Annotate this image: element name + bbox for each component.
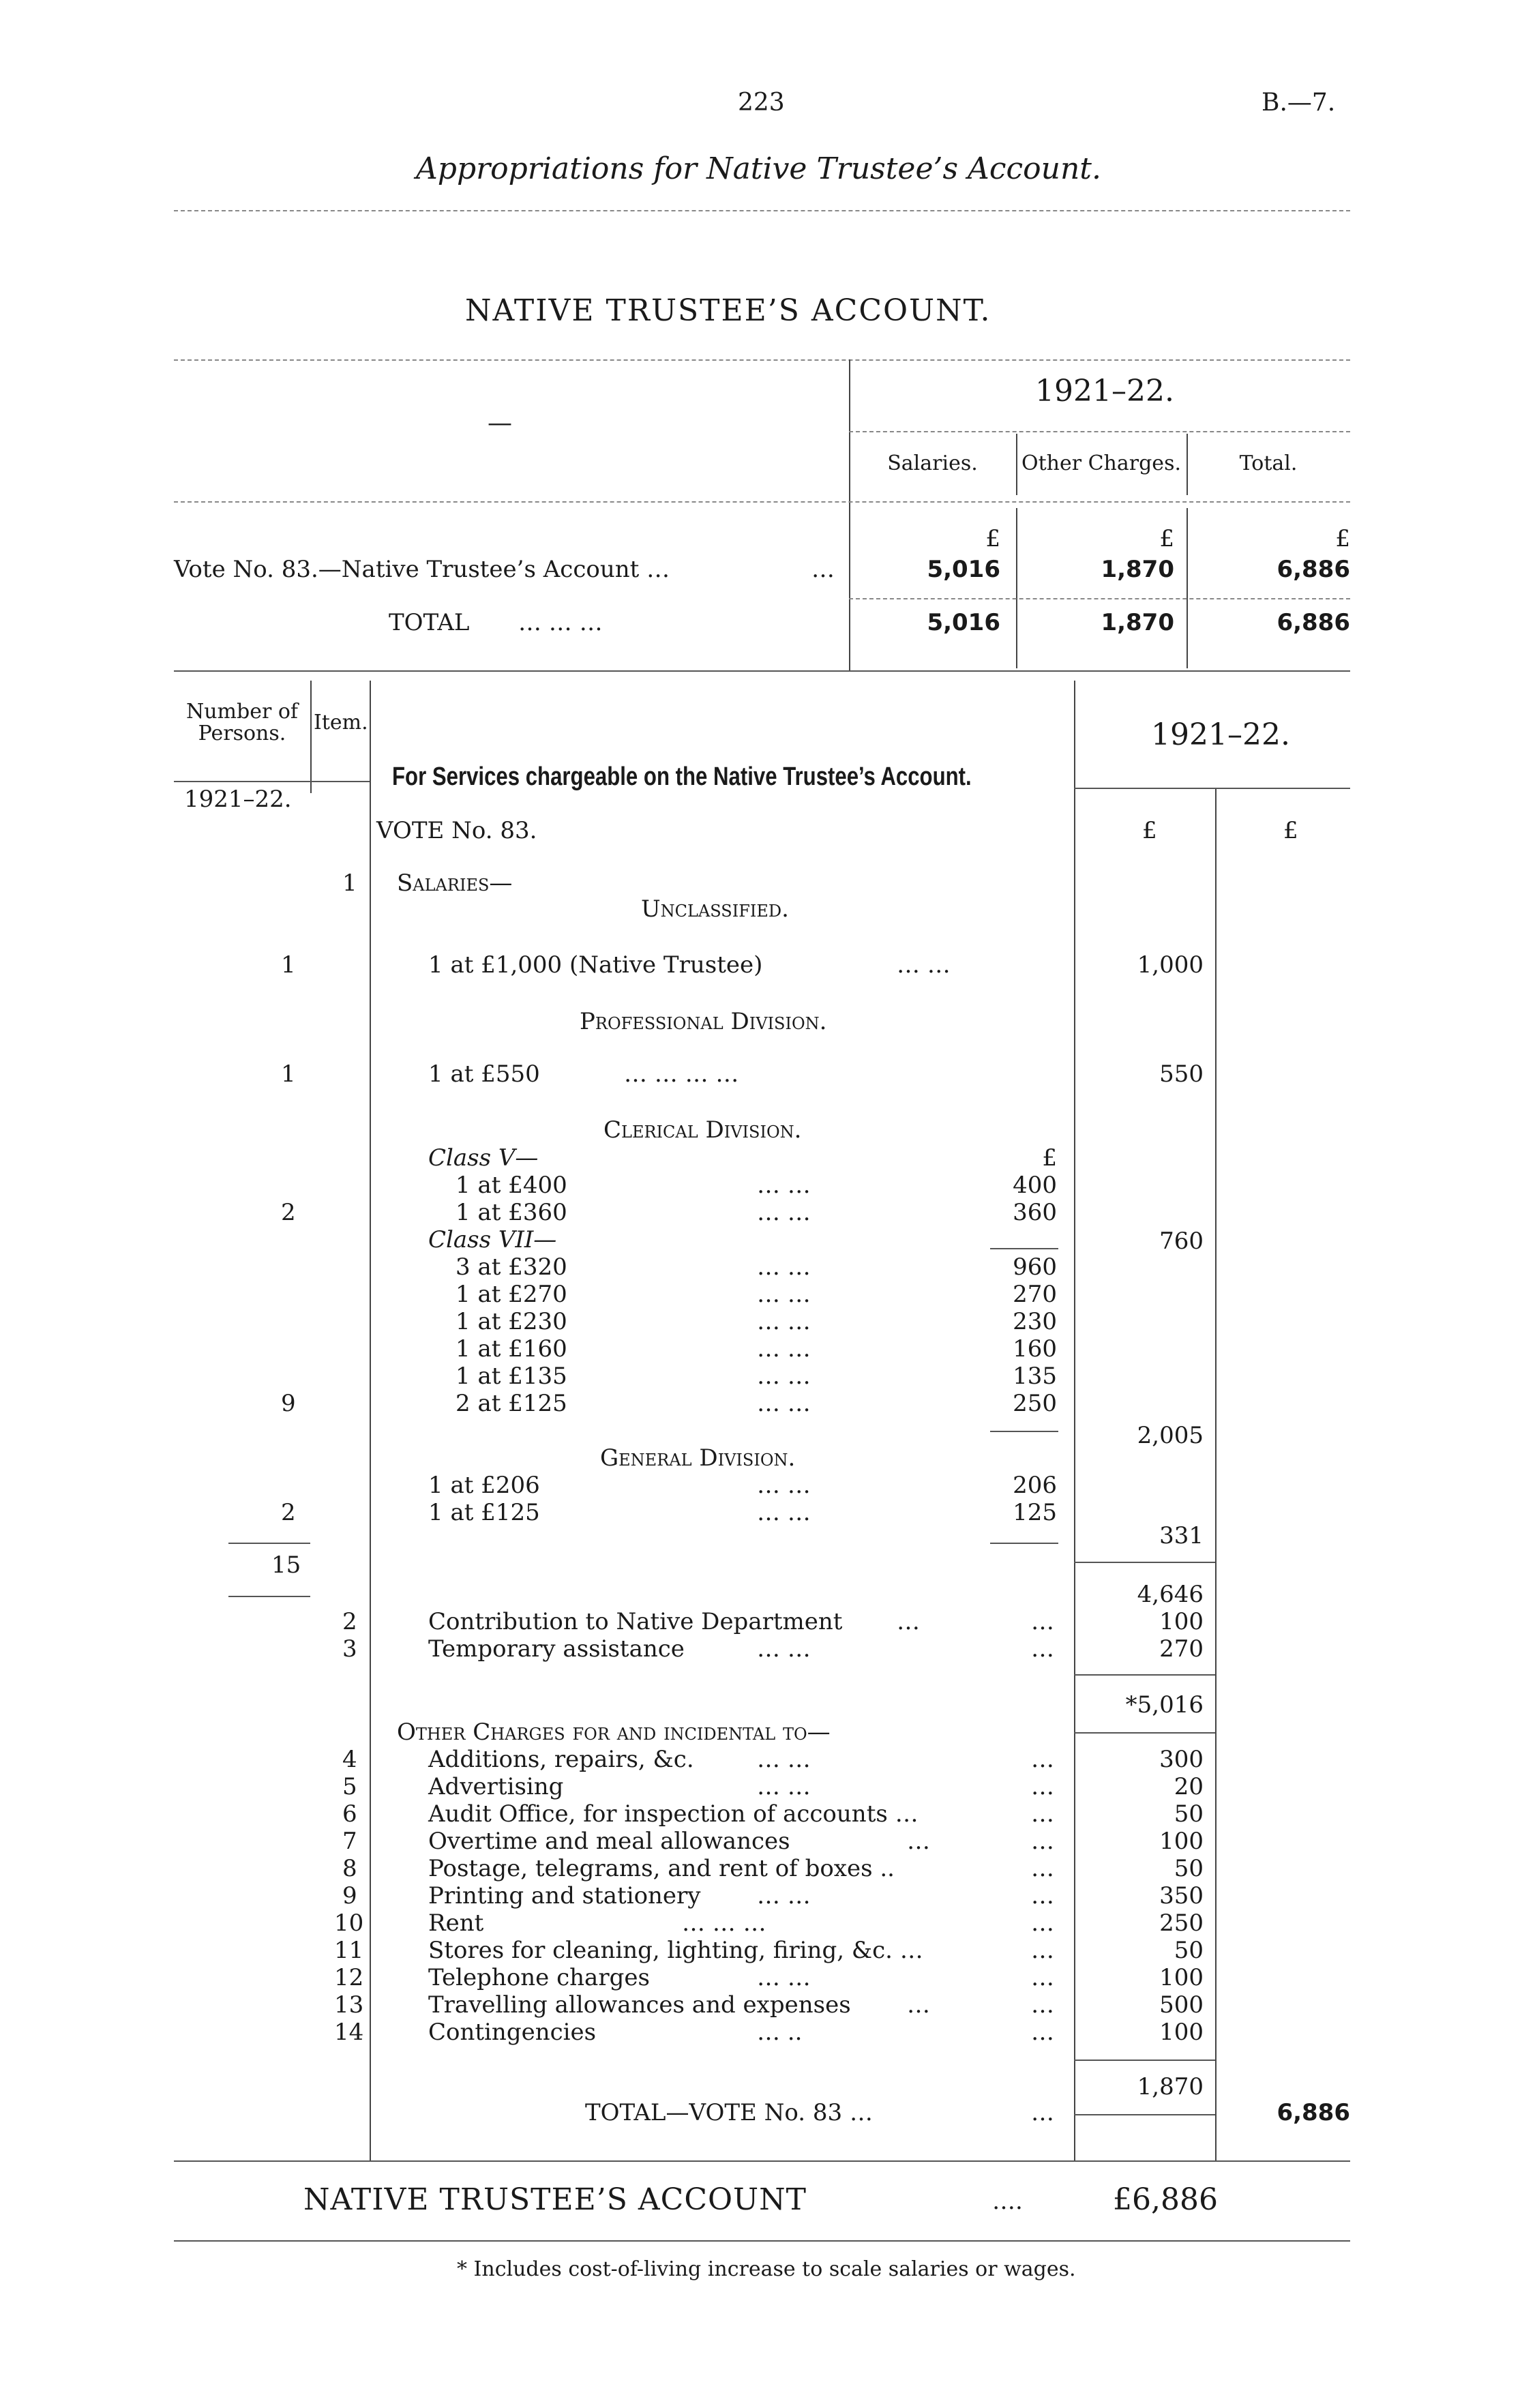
class-vii-label: Class VII— xyxy=(428,1226,557,1253)
summary-top-rule xyxy=(174,359,1350,361)
summary-row-salaries: 5,016 xyxy=(927,556,1000,583)
summary-total-salaries: 5,016 xyxy=(927,609,1000,636)
document-reference: B.—7. xyxy=(1262,89,1336,117)
vote-total-leader: … xyxy=(1031,2099,1054,2126)
item-leader: … xyxy=(1031,1800,1054,1828)
item-leader: … xyxy=(1031,1964,1054,1991)
item-number: 7 xyxy=(342,1828,357,1855)
item-label: Stores for cleaning, lighting, firing, &c. … xyxy=(428,1937,923,1964)
summary-dash: — xyxy=(488,409,512,437)
pound-sign: £ xyxy=(1142,817,1157,844)
clerical-line-label: 2 at £125 xyxy=(456,1390,567,1417)
clerical-line-label: 1 at £400 xyxy=(456,1172,567,1199)
vote-total-rule xyxy=(1074,2114,1215,2115)
summary-row-total: 6,886 xyxy=(1277,556,1350,583)
pound-sign: £ xyxy=(1335,525,1350,552)
item-number: 10 xyxy=(334,1909,364,1937)
vote-total-label: TOTAL—VOTE No. 83 … xyxy=(585,2099,873,2126)
persons-year: 1921–22. xyxy=(184,786,292,813)
professional-heading: Professional Division. xyxy=(580,1008,827,1035)
page-number: 223 xyxy=(738,89,785,117)
amount-header-rule xyxy=(1074,788,1350,789)
salaries-subtotal: 4,646 xyxy=(1137,1581,1204,1608)
item-leader: … xyxy=(1031,1746,1054,1773)
persons-column-divider xyxy=(310,681,312,793)
persons-count: 2 xyxy=(281,1499,296,1526)
general-line-leader: … … xyxy=(757,1472,811,1499)
general-subtotal: 331 xyxy=(1159,1522,1204,1549)
general-heading: General Division. xyxy=(600,1444,796,1472)
item-label: Printing and stationery xyxy=(428,1882,701,1909)
item-amount: 100 xyxy=(1159,1964,1204,1991)
page-title: NATIVE TRUSTEE’S ACCOUNT. xyxy=(465,293,991,328)
clerical-line-amount: 250 xyxy=(1013,1390,1057,1417)
salary-line-label: 1 at £1,000 (Native Trustee) xyxy=(428,951,763,979)
class-vii-subtotal: 2,005 xyxy=(1137,1422,1204,1449)
item-number: 9 xyxy=(342,1882,357,1909)
col-persons-header: Number of Persons. xyxy=(185,700,299,745)
item-number: 3 xyxy=(342,1635,357,1663)
clerical-line-label: 3 at £320 xyxy=(456,1253,567,1281)
salary-line-leader: … … … … xyxy=(624,1060,739,1088)
amount-subcolumn-divider xyxy=(1215,788,1217,2160)
item-amount: 500 xyxy=(1159,1991,1204,2019)
salary-line-leader: … … xyxy=(897,951,951,979)
item-leader: … … xyxy=(757,1773,811,1800)
item-number: 12 xyxy=(334,1964,364,1991)
detail-heading: For Services chargeable on the Native Trustee’s Account. xyxy=(392,762,972,791)
persons-count: 1 xyxy=(281,951,296,979)
item-leader: … xyxy=(1031,1773,1054,1800)
salaries-total-rule xyxy=(1074,1562,1215,1563)
general-line-amount: 125 xyxy=(1013,1499,1057,1526)
page-subtitle: Appropriations for Native Trustee’s Account. xyxy=(416,151,1101,186)
vote-total-amount: 6,886 xyxy=(1277,2099,1350,2126)
clerical-line-label: 1 at £160 xyxy=(456,1335,567,1363)
general-line-leader: … … xyxy=(757,1499,811,1526)
summary-row-label: Vote No. 83.—Native Trustee’s Account … xyxy=(174,556,670,583)
clerical-line-leader: … … xyxy=(757,1199,811,1226)
salaries-grand-total: *5,016 xyxy=(1125,1691,1204,1719)
item-label: Advertising xyxy=(428,1773,564,1800)
item-leader: … xyxy=(897,1608,920,1635)
item-leader: … xyxy=(1031,1909,1054,1937)
item-number: 13 xyxy=(334,1991,364,2019)
item-amount: 250 xyxy=(1159,1909,1204,1937)
general-subtotal-rule xyxy=(990,1543,1058,1544)
item-number: 14 xyxy=(334,2019,364,2046)
clerical-line-leader: … … xyxy=(757,1253,811,1281)
detail-bottom-rule xyxy=(174,2160,1350,2162)
item-leader: … … xyxy=(757,1882,811,1909)
total-persons: 15 xyxy=(271,1551,301,1579)
summary-col-salaries: Salaries. xyxy=(887,451,978,475)
item-label: Audit Office, for inspection of accounts … xyxy=(428,1800,919,1828)
summary-year-rule xyxy=(849,431,1350,432)
item-number: 6 xyxy=(342,1800,357,1828)
detail-year-heading: 1921–22. xyxy=(1151,717,1290,752)
persons-total-rule xyxy=(228,1543,310,1544)
clerical-line-amount: 360 xyxy=(1013,1199,1057,1226)
class-vii-subtotal-rule xyxy=(990,1431,1058,1432)
summary-row-leader: … xyxy=(811,556,835,583)
clerical-line-leader: … … xyxy=(757,1363,811,1390)
item-amount: 50 xyxy=(1174,1855,1204,1882)
general-line-label: 1 at £206 xyxy=(428,1472,540,1499)
salary-line-label: 1 at £550 xyxy=(428,1060,540,1088)
item-label: Travelling allowances and expenses xyxy=(428,1991,851,2019)
item-amount: 20 xyxy=(1174,1773,1204,1800)
item-label: Additions, repairs, &c. xyxy=(428,1746,694,1773)
clerical-line-label: 1 at £360 xyxy=(456,1199,567,1226)
salaries-heading: Salaries— xyxy=(397,869,513,897)
header-rule xyxy=(174,210,1350,211)
summary-header-rule xyxy=(174,501,1350,503)
clerical-line-label: 1 at £135 xyxy=(456,1363,567,1390)
pound-sign: £ xyxy=(1159,525,1174,552)
clerical-line-amount: 960 xyxy=(1013,1253,1057,1281)
item-label: Contingencies xyxy=(428,2019,597,2046)
item-leader: … xyxy=(1031,1608,1054,1635)
item-amount: 50 xyxy=(1174,1800,1204,1828)
other-charges-total-rule xyxy=(1074,2060,1215,2061)
other-charges-total: 1,870 xyxy=(1137,2073,1204,2100)
item-number: 8 xyxy=(342,1855,357,1882)
other-charges-top-rule xyxy=(1074,1732,1215,1734)
item-leader: … xyxy=(1031,1882,1054,1909)
item-number: 1 xyxy=(342,869,357,897)
item-amount: 300 xyxy=(1159,1746,1204,1773)
item-leader: … xyxy=(1031,1937,1054,1964)
persons-header-rule xyxy=(174,781,370,782)
clerical-line-leader: … … xyxy=(757,1335,811,1363)
item-leader: … … xyxy=(757,1746,811,1773)
clerical-line-leader: … … xyxy=(757,1281,811,1308)
clerical-line-leader: … … xyxy=(757,1172,811,1199)
item-leader: … xyxy=(1031,2019,1054,2046)
persons-count: 2 xyxy=(281,1199,296,1226)
summary-col-total: Total. xyxy=(1239,451,1298,475)
clerical-line-leader: … … xyxy=(757,1390,811,1417)
item-leader: … xyxy=(1031,1991,1054,2019)
item-label: Rent xyxy=(428,1909,484,1937)
summary-total-rule xyxy=(849,598,1350,599)
item-number: 5 xyxy=(342,1773,357,1800)
col-item-header: Item. xyxy=(314,711,368,734)
vote-number: VOTE No. 83. xyxy=(376,817,537,844)
item-number: 4 xyxy=(342,1746,357,1773)
unclassified-heading: Unclassified. xyxy=(641,895,789,923)
detail-top-rule xyxy=(174,670,1350,672)
footnote: * Includes cost-of-living increase to scale salaries or wages. xyxy=(457,2257,1076,2281)
clerical-line-label: 1 at £270 xyxy=(456,1281,567,1308)
item-amount: 50 xyxy=(1174,1937,1204,1964)
class-v-subtotal: 760 xyxy=(1159,1228,1204,1255)
item-leader: … .. xyxy=(757,2019,803,2046)
item-label: Overtime and meal allowances xyxy=(428,1828,790,1855)
pound-sign: £ xyxy=(1283,817,1298,844)
clerical-line-amount: 230 xyxy=(1013,1308,1057,1335)
item-label: Temporary assistance xyxy=(428,1635,685,1663)
item-amount: 270 xyxy=(1159,1635,1204,1663)
summary-total-total: 6,886 xyxy=(1277,609,1350,636)
class-v-subtotal-rule xyxy=(990,1248,1058,1249)
clerical-line-leader: … … xyxy=(757,1308,811,1335)
clerical-line-label: 1 at £230 xyxy=(456,1308,567,1335)
item-number: 11 xyxy=(334,1937,364,1964)
item-leader: … xyxy=(1031,1635,1054,1663)
item-leader: … xyxy=(1031,1828,1054,1855)
summary-year-heading: 1921–22. xyxy=(1035,374,1174,408)
pound-sign: £ xyxy=(1042,1144,1057,1172)
footer-total-label: NATIVE TRUSTEE’S ACCOUNT xyxy=(303,2182,807,2217)
item-amount: 100 xyxy=(1159,1608,1204,1635)
clerical-line-amount: 160 xyxy=(1013,1335,1057,1363)
class-v-label: Class V— xyxy=(428,1144,539,1172)
item-amount: 100 xyxy=(1159,1828,1204,1855)
item-label: Telephone charges xyxy=(428,1964,650,1991)
summary-total-other-charges: 1,870 xyxy=(1101,609,1174,636)
clerical-line-amount: 270 xyxy=(1013,1281,1057,1308)
pound-sign: £ xyxy=(985,525,1000,552)
clerical-line-amount: 400 xyxy=(1013,1172,1057,1199)
clerical-heading: Clerical Division. xyxy=(603,1116,802,1144)
item-amount: 100 xyxy=(1159,2019,1204,2046)
summary-total-label: TOTAL xyxy=(389,609,470,636)
footer-rule xyxy=(174,2240,1350,2242)
summary-total-leader: … … … xyxy=(518,609,603,636)
persons-count: 9 xyxy=(281,1390,296,1417)
salaries-grand-total-rule xyxy=(1074,1674,1215,1676)
item-leader: … xyxy=(907,1991,930,2019)
summary-col-other-charges: Other Charges. xyxy=(1021,451,1181,475)
item-leader: … … xyxy=(757,1635,811,1663)
general-line-label: 1 at £125 xyxy=(428,1499,540,1526)
item-amount: 350 xyxy=(1159,1882,1204,1909)
summary-row-other-charges: 1,870 xyxy=(1101,556,1174,583)
other-charges-heading: Other Charges for and incidental to— xyxy=(397,1719,831,1746)
item-leader: … xyxy=(907,1828,930,1855)
item-leader: … … … xyxy=(682,1909,766,1937)
item-number: 2 xyxy=(342,1608,357,1635)
persons-count: 1 xyxy=(281,1060,296,1088)
general-line-amount: 206 xyxy=(1013,1472,1057,1499)
item-label: Postage, telegrams, and rent of boxes .. xyxy=(428,1855,895,1882)
footer-total-amount: £6,886 xyxy=(1113,2182,1218,2217)
clerical-line-amount: 135 xyxy=(1013,1363,1057,1390)
item-label: Contribution to Native Department xyxy=(428,1608,843,1635)
item-column-divider xyxy=(370,681,371,2160)
persons-total-bottom-rule xyxy=(228,1596,310,1597)
salary-line-amount: 1,000 xyxy=(1137,951,1204,979)
footer-total-leader: …. xyxy=(992,2188,1023,2215)
salary-line-amount: 550 xyxy=(1159,1060,1204,1088)
item-leader: … xyxy=(1031,1855,1054,1882)
item-leader: … … xyxy=(757,1964,811,1991)
